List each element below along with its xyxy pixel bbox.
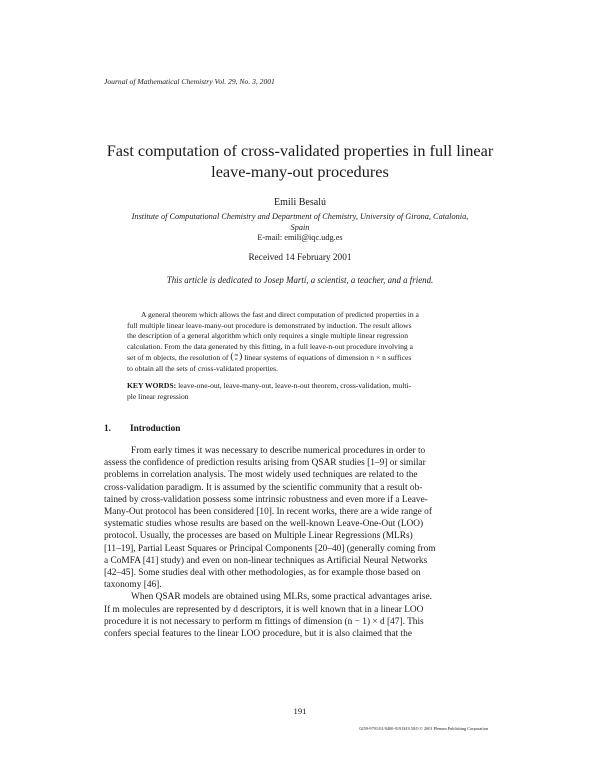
body-line: [11–19], Partial Least Squares or Principal Components [20–40] (generally coming from — [104, 543, 436, 554]
abstract-line: the description of a general algorithm which only requires a single multiple linear regression — [127, 331, 409, 341]
body-line: Many-Out protocol has been considered [10]. In recent works, there are a wide range of — [104, 507, 432, 518]
body-line: taxonomy [46]. — [104, 580, 162, 591]
author-name: Emili Besalú — [274, 197, 326, 208]
abstract-line: calculation. From the data generated by this fitting, in a full leave-n-out procedure involving a — [127, 342, 413, 352]
keywords — [127, 381, 488, 402]
abstract-line: full multiple linear leave-many-out procedure is demonstrated by induction. The result allows — [127, 320, 412, 330]
binom-paren-left: ( — [230, 351, 234, 362]
affiliation-line: Spain — [290, 223, 310, 232]
affiliation — [100, 211, 500, 233]
abstract — [127, 310, 488, 374]
keywords-text: leave-one-out, leave-many-out, leave-n-out theorem, cross-validation, multi- — [178, 381, 412, 390]
affiliation-line: Institute of Computational Chemistry and Department of Chemistry, University of Girona, Catalonia, — [131, 212, 469, 221]
abstract-line — [127, 353, 488, 364]
dedication: This article is dedicated to Josep Martí, a scientist, a teacher, and a friend. — [166, 275, 434, 285]
body-line: When QSAR models are obtained using MLRs, some practical advantages arise. — [131, 592, 432, 603]
journal-header: Journal of Mathematical Chemistry Vol. 29, No. 3, 2001 — [104, 77, 275, 86]
abstract-text: set of m objects, the resolution of — [127, 352, 229, 362]
title-line: leave-many-out procedures — [211, 162, 389, 181]
body-line: From early times it was necessary to describe numerical procedures in order to — [131, 446, 426, 456]
section-number: 1. — [104, 424, 111, 434]
body-line: assess the confidence of prediction results arising from QSAR studies [1–9] or similar — [104, 458, 426, 469]
body-line: problems in correlation analysis. The most widely used techniques are related to the — [104, 470, 418, 481]
keywords-line — [127, 381, 488, 392]
abstract-text: linear systems of equations of dimension n × n suffices — [244, 352, 412, 362]
section-heading — [104, 424, 180, 434]
body-line: If m molecules are represented by d descriptors, it is well known that in a linear LOO — [104, 604, 424, 615]
article-title — [60, 140, 540, 182]
body-line: systematic studies whose results are based on the well-known Leave-One-Out (LOO) — [104, 519, 424, 530]
body-line: confers special features to the linear LOO procedure, but it is also claimed that the — [104, 629, 412, 640]
section-title: Introduction — [130, 424, 181, 434]
received-date: Received 14 February 2001 — [248, 253, 352, 263]
keywords-line: ple linear regression — [127, 391, 189, 401]
abstract-line: A general theorem which allows the fast and direct computation of predicted properties in a — [141, 310, 419, 319]
copyright-footer: 0259-9791/01/0400-0191$19.50/0 © 2001 Plenum Publishing Corporation — [359, 726, 488, 731]
title-line: Fast computation of cross-validated properties in full linear — [106, 141, 494, 160]
body-line: procedure it is not necessary to perform m fittings of dimension (n − 1) × d [47]. This — [104, 616, 424, 627]
body-text — [104, 445, 500, 640]
keywords-label: KEY WORDS: — [127, 381, 177, 390]
page-number: 191 — [293, 706, 307, 716]
body-line: [42–45]. Some studies deal with other methodologies, as for example those based on — [104, 568, 421, 579]
abstract-line: to obtain all the sets of cross-validated properties. — [127, 363, 278, 373]
binom-bottom: n — [235, 356, 238, 362]
body-line: a CoMFA [41] study) and even on non-linear techniques as Artificial Neural Networks — [104, 555, 428, 566]
body-line: protocol. Usually, the processes are based on Multiple Linear Regressions (MLRs) — [104, 531, 413, 542]
binom-paren-right: ) — [239, 351, 243, 362]
body-line: tained by cross-validation possess some intrinsic robustness and even more if a Leave- — [104, 494, 428, 505]
binom-top: m — [234, 351, 239, 357]
author-email: E-mail: emili@iqc.udg.es — [257, 233, 343, 242]
body-line: cross-validation paradigm. It is assumed by the scientific community that a result ob- — [104, 482, 423, 493]
